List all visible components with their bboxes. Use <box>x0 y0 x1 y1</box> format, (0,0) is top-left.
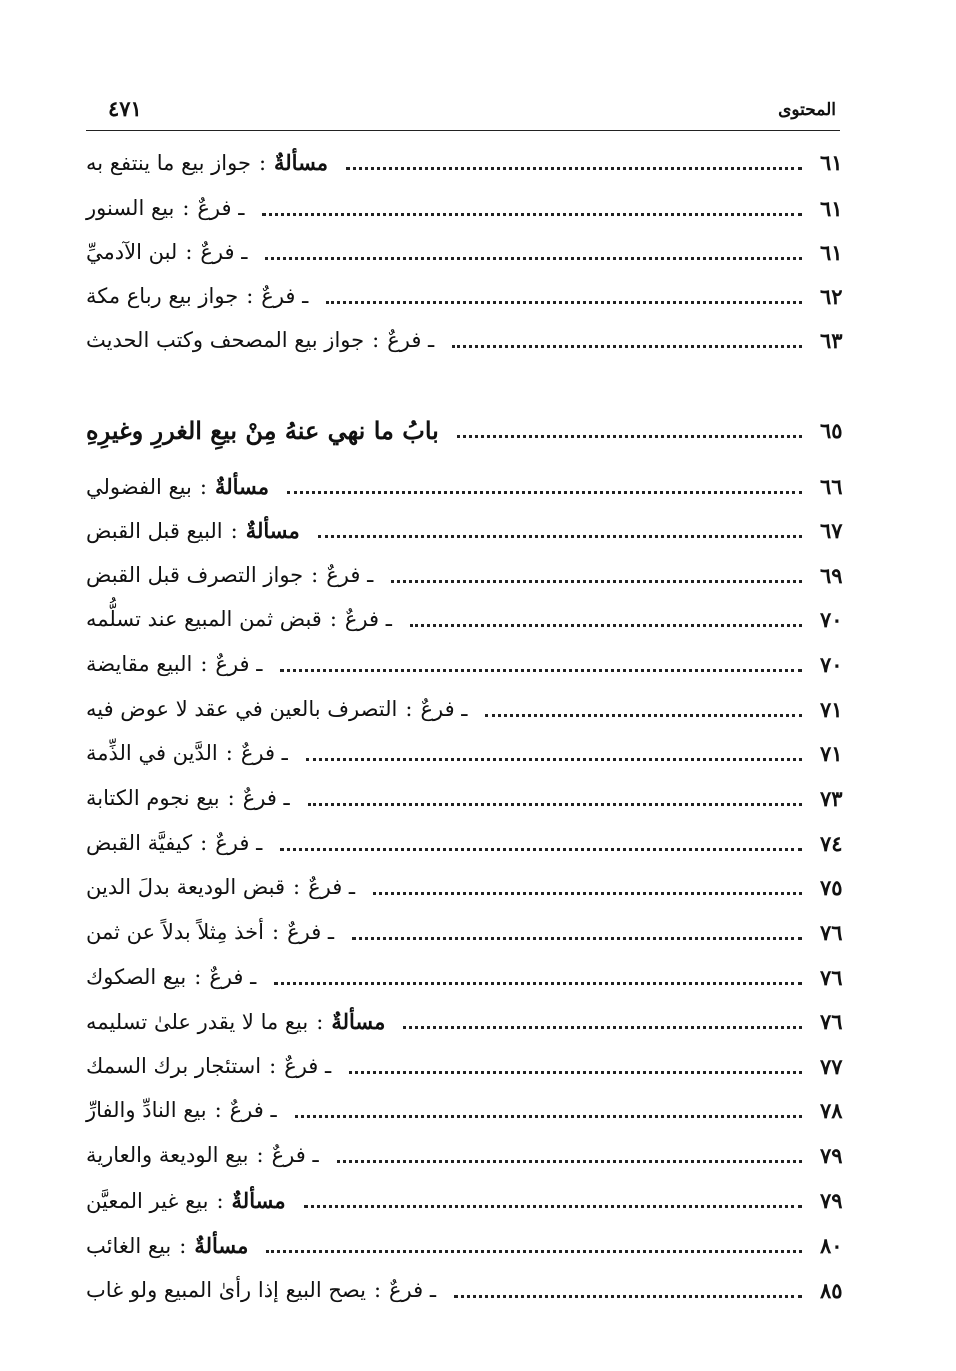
entry-page: ٨٥ <box>820 1277 843 1303</box>
section-title: بابُ ما نهي عنهُ مِنْ بيعِ الغررِ وغيرِهِ <box>86 415 439 445</box>
toc-entry: ـ فرعٌ:كيفيَّة القبض ٧٤ <box>86 823 862 863</box>
entry-title: جواز بيع ما ينتفع به <box>86 150 251 175</box>
entry-title: قبض ثمن المبيع عند تسلُّمه <box>86 607 322 631</box>
toc-entry: ـ فرعٌ:الدَّين في الذِّمة ٧١ <box>86 733 862 773</box>
entry-kind: ـ فرعٌ <box>242 786 290 810</box>
entry-title: بيع ما لا يقدر علىٰ تسليمه <box>86 1009 309 1034</box>
entry-page: ٧٨ <box>820 1097 843 1123</box>
entry-kind: ـ فرعٌ <box>344 607 392 631</box>
entry-kind: مسألةٌ <box>231 1187 286 1213</box>
entry-page: ٦١ <box>820 149 843 175</box>
entry-page: ٧٠ <box>820 651 843 677</box>
leader-dots <box>266 1230 802 1253</box>
entry-title: لبن الآدميِّ <box>86 240 178 264</box>
leader-dots <box>308 783 802 806</box>
entry-page: ٦٧ <box>820 517 843 543</box>
entry-kind: ـ فرعٌ <box>287 920 335 944</box>
entry-kind: ـ فرعٌ <box>284 1054 332 1078</box>
entry-kind: مسألةٌ <box>245 517 300 543</box>
entry-kind: ـ فرعٌ <box>215 652 263 676</box>
toc-entry: ـ فرعٌ:البيع مقايضة ٧٠ <box>86 644 862 684</box>
leader-dots <box>262 193 802 216</box>
toc-entry: ـ فرعٌ:بيع النادِّ والفارِّ ٧٨ <box>86 1090 862 1130</box>
entry-page: ٧٦ <box>820 1008 843 1034</box>
entry-page: ٧٥ <box>820 874 843 900</box>
entry-page: ٦١ <box>820 239 843 265</box>
toc-entry: ـ فرعٌ:لبن الآدميِّ ٦١ <box>86 232 862 272</box>
entry-page: ٦٩ <box>820 562 843 588</box>
toc-entry: ـ فرعٌ:بيع السنور ٦١ <box>86 188 862 228</box>
leader-dots <box>346 147 802 170</box>
section-page: ٦٥ <box>820 417 843 443</box>
toc-entry: ـ فرعٌ:يصح البيع إذا رأىٰ المبيع ولو غاب ٨٥ <box>86 1270 862 1310</box>
entry-kind: ـ فرعٌ <box>209 965 257 989</box>
entry-title: استئجار برك السمك <box>86 1054 262 1078</box>
toc-entry: مسألةٌ:بيع الغائب ٨٠ <box>86 1225 862 1265</box>
entry-page: ٦٦ <box>820 473 843 499</box>
leader-dots <box>326 281 802 304</box>
entry-kind: مسألةٌ <box>331 1008 386 1034</box>
entry-kind: ـ فرعٌ <box>420 697 468 721</box>
entry-page: ٨٠ <box>820 1232 843 1258</box>
entry-page: ٦٣ <box>820 327 843 353</box>
entry-title: بيع الوديعة والعارية <box>86 1143 249 1167</box>
entry-kind: ـ فرعٌ <box>197 196 245 220</box>
entry-title: جواز بيع المصحف وكتب الحديث <box>86 328 365 352</box>
leader-dots <box>287 471 802 494</box>
toc-entry: مسألةٌ:البيع قبل القبض ٦٧ <box>86 510 862 550</box>
entry-kind: ـ فرعٌ <box>229 1098 277 1122</box>
leader-dots <box>295 1095 802 1118</box>
entry-title: بيع غير المعيَّن <box>86 1188 209 1213</box>
entry-kind: ـ فرعٌ <box>200 240 248 264</box>
toc-entry: ـ فرعٌ:استئجار برك السمك ٧٧ <box>86 1046 862 1086</box>
section-heading-entry <box>86 408 862 452</box>
entry-title: بيع النادِّ والفارِّ <box>86 1098 207 1122</box>
entry-title: بيع السنور <box>86 196 175 220</box>
entry-title: بيع الصكوك <box>86 965 187 989</box>
entry-kind: ـ فرعٌ <box>271 1143 319 1167</box>
entry-page: ٧١ <box>820 740 843 766</box>
leader-dots <box>337 1140 802 1163</box>
leader-dots <box>373 872 802 895</box>
leader-dots <box>454 1275 802 1298</box>
leader-dots <box>352 917 802 940</box>
leader-dots <box>274 962 802 985</box>
entry-title: البيع قبل القبض <box>86 518 223 543</box>
entry-title: بيع الفضولي <box>86 474 192 499</box>
entry-title: الدَّين في الذِّمة <box>86 741 218 765</box>
leader-dots <box>280 649 802 672</box>
toc-entry: مسألةٌ:بيع الفضولي ٦٦ <box>86 466 862 506</box>
entry-title: بيع نجوم الكتابة <box>86 786 220 810</box>
entry-kind: ـ فرعٌ <box>261 284 309 308</box>
leader-dots <box>457 415 802 438</box>
toc-entry: ـ فرعٌ:قبض الوديعة بدلَ الدين ٧٥ <box>86 867 862 907</box>
entry-title: جواز بيع رباع مكة <box>86 284 239 308</box>
leader-dots <box>391 560 802 583</box>
toc-entry: ـ فرعٌ:بيع الصكوك ٧٦ <box>86 957 862 997</box>
entry-page: ٧٧ <box>820 1053 843 1079</box>
toc-entry: مسألةٌ:بيع ما لا يقدر علىٰ تسليمه ٧٦ <box>86 1001 862 1041</box>
entry-kind: مسألةٌ <box>194 1232 249 1258</box>
toc-entry: ـ فرعٌ:بيع نجوم الكتابة ٧٣ <box>86 778 862 818</box>
toc-entry: ـ فرعٌ:جواز التصرف قبل القبض ٦٩ <box>86 555 862 595</box>
entry-title: قبض الوديعة بدلَ الدين <box>86 875 286 899</box>
entry-page: ٧٠ <box>820 606 843 632</box>
toc-entry: ـ فرعٌ:جواز بيع المصحف وكتب الحديث ٦٣ <box>86 320 862 360</box>
entry-title: كيفيَّة القبض <box>86 831 193 855</box>
entry-page: ٦١ <box>820 195 843 221</box>
entry-kind: مسألةٌ <box>214 473 269 499</box>
entry-page: ٧٩ <box>820 1187 843 1213</box>
entry-page: ٧٤ <box>820 830 843 856</box>
entry-page: ٧٦ <box>820 964 843 990</box>
entry-page: ٧٦ <box>820 919 843 945</box>
entry-kind: ـ فرعٌ <box>389 1278 437 1302</box>
leader-dots <box>304 1185 802 1208</box>
entry-page: ٧١ <box>820 696 843 722</box>
leader-dots <box>265 237 802 260</box>
entry-kind: ـ فرعٌ <box>387 328 435 352</box>
entry-page: ٦٢ <box>820 283 843 309</box>
toc-entry: ـ فرعٌ:قبض ثمن المبيع عند تسلُّمه ٧٠ <box>86 599 862 639</box>
entry-title: أخذ مِثلاً بدلاً عن ثمن <box>86 920 264 944</box>
leader-dots <box>280 828 802 851</box>
entry-title: التصرف بالعين في عقد لا عوض فيه <box>86 697 398 721</box>
running-title: المحتوى <box>778 100 836 120</box>
toc-entry: ـ فرعٌ:بيع الوديعة والعارية ٧٩ <box>86 1135 862 1175</box>
leader-dots <box>306 738 802 761</box>
toc-entry: ـ فرعٌ:أخذ مِثلاً بدلاً عن ثمن ٧٦ <box>86 912 862 952</box>
entry-kind: ـ فرعٌ <box>326 563 374 587</box>
entry-kind: مسألةٌ <box>274 149 329 175</box>
entry-page: ٧٣ <box>820 785 843 811</box>
leader-dots <box>403 1006 802 1029</box>
leader-dots <box>485 694 802 717</box>
leader-dots <box>452 325 802 348</box>
toc-entry: مسألةٌ:بيع غير المعيَّن ٧٩ <box>86 1180 862 1220</box>
entry-kind: ـ فرعٌ <box>215 831 263 855</box>
leader-dots <box>349 1051 802 1074</box>
entry-title: يصح البيع إذا رأىٰ المبيع ولو غاب <box>86 1278 366 1302</box>
leader-dots <box>318 515 802 538</box>
entry-title: بيع الغائب <box>86 1233 172 1258</box>
toc-entry: ـ فرعٌ:جواز بيع رباع مكة ٦٢ <box>86 276 862 316</box>
entry-title: جواز التصرف قبل القبض <box>86 563 304 587</box>
toc-entry: مسألةٌ:جواز بيع ما ينتفع به ٦١ <box>86 142 862 182</box>
entry-kind: ـ فرعٌ <box>308 875 356 899</box>
page-number: ٤٧١ <box>108 96 142 121</box>
entry-kind: ـ فرعٌ <box>240 741 288 765</box>
entry-page: ٧٩ <box>820 1142 843 1168</box>
leader-dots <box>410 604 802 627</box>
toc-entry: ـ فرعٌ:التصرف بالعين في عقد لا عوض فيه ٧١ <box>86 689 862 729</box>
entry-title: البيع مقايضة <box>86 652 193 676</box>
page-header <box>86 92 840 131</box>
